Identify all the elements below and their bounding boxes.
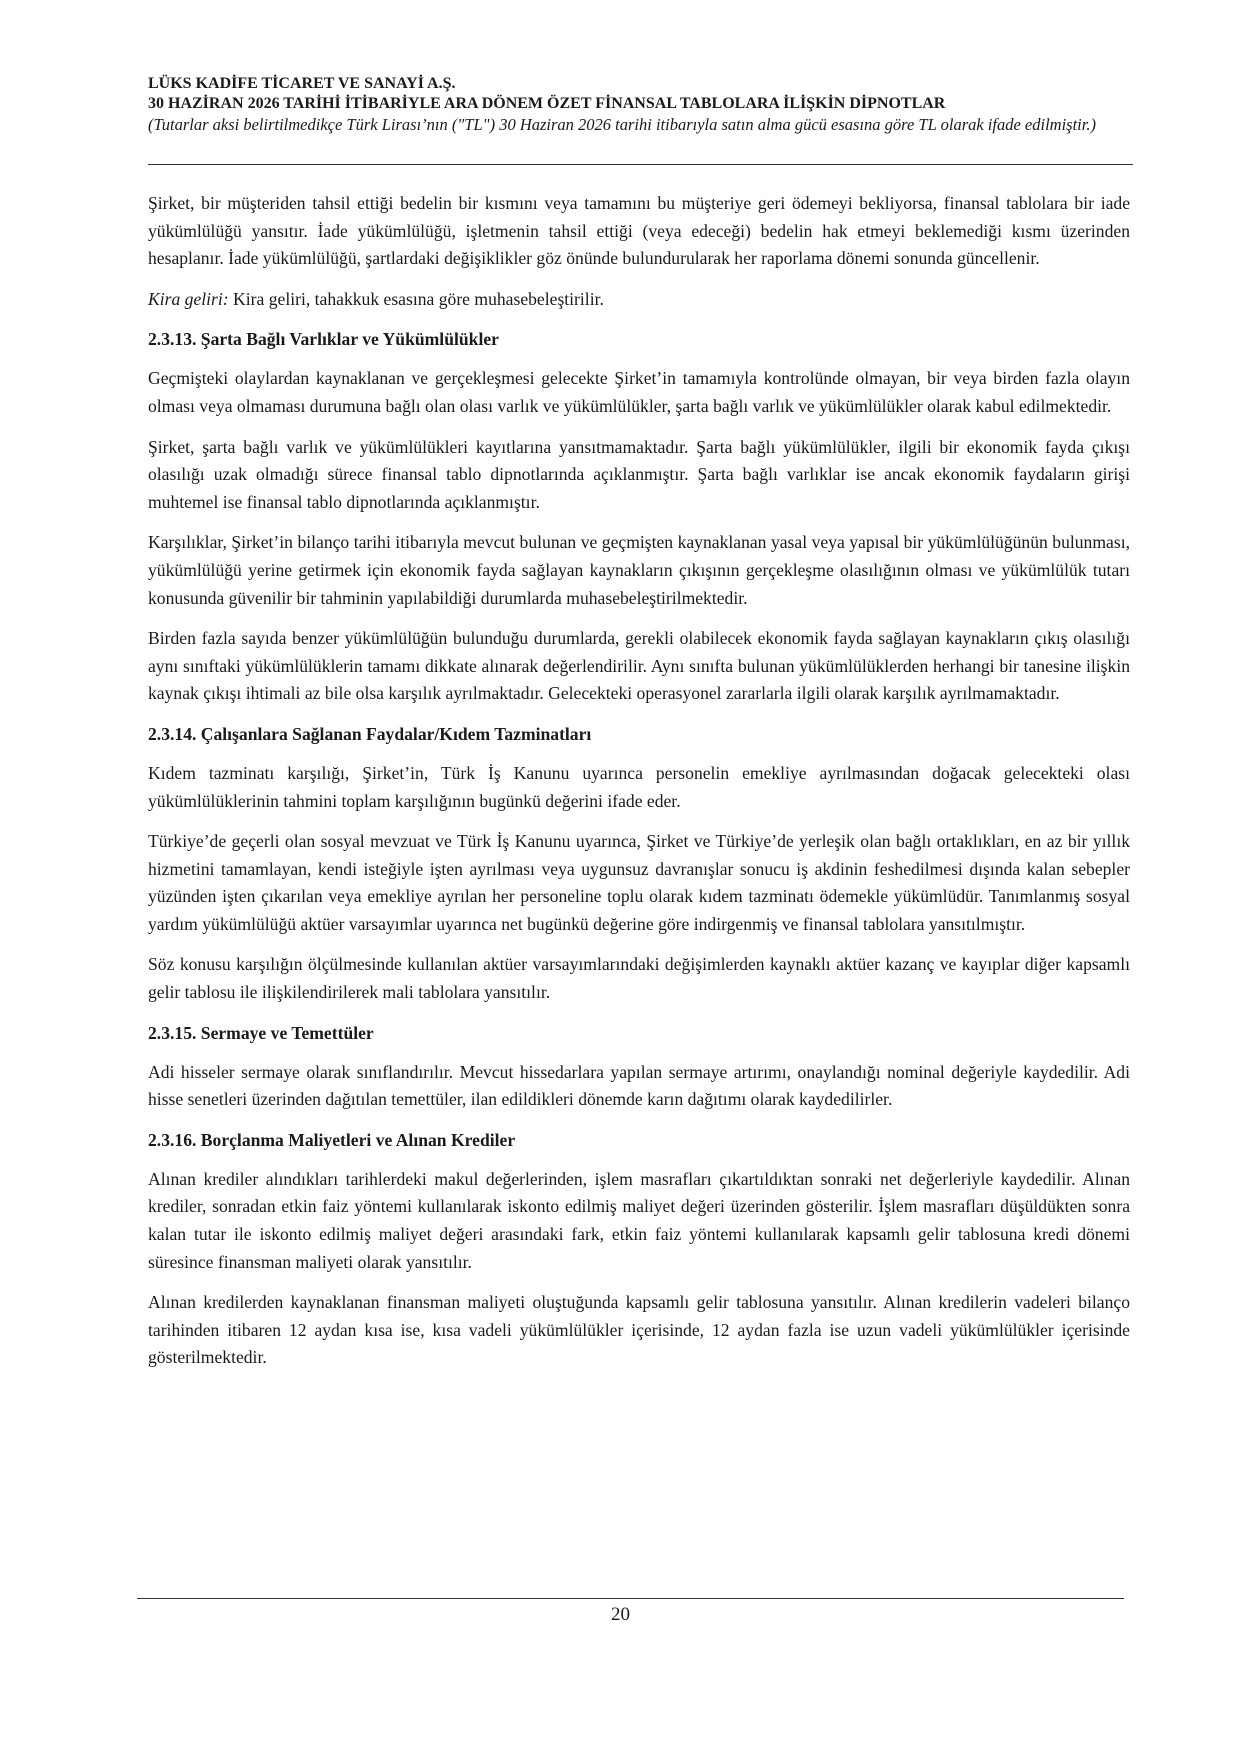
- kira-label: Kira geliri:: [148, 288, 229, 309]
- paragraph-2-3-14-2: Türkiye’de geçerli olan sosyal mevzuat ve Türk İş Kanunu uyarınca, Şirket ve Türkiye’de yerleşik olan bağlı ortaklıkları, en az bir yıllık hizmetini tamamlayan, kendi isteğiyle işten ayrılması veya uygunsuz davranışlar sonucu iş akdinin feshedilmesi dışında kalan sebepler yüzünden işten çıkarılan veya emekliye ayrılan her personeline toplu olarak kıdem tazminatı ödemekle yükümlüdür. Tanımlanmış sosyal yardım yükümlülüğü aktüer varsayımlar uyarınca net bugünkü değerine göre indirgenmiş ve finansal tablolara yansıtılmıştır.: [148, 831, 1130, 934]
- document-subtitle: (Tutarlar aksi belirtilmedikçe Türk Lirası’nın ("TL") 30 Haziran 2026 tarihi itibarıyla satın alma gücü esasına göre TL olarak ifade edilmiştir.): [148, 115, 1096, 134]
- page-header: [148, 74, 1133, 136]
- paragraph-2-3-14-1: Kıdem tazminatı karşılığı, Şirket’in, Türk İş Kanunu uyarınca personelin emekliye ayrılmasından doğacak gelecekteki olası yükümlülüklerinin tahmini toplam karşılığının bugünkü değerini ifade eder.: [148, 762, 1130, 811]
- page-number: 20: [611, 1604, 630, 1625]
- paragraph-kira: [148, 286, 1130, 314]
- paragraph-2-3-13-2: Şirket, şarta bağlı varlık ve yükümlülükleri kayıtlarına yansıtmamaktadır. Şarta bağlı yükümlülükler, ilgili bir ekonomik fayda çıkışı olasılığı uzak olmadığı sürece finansal tablo dipnotlarında açıklanmıştır. Şarta bağlı varlıklar ise ancak ekonomik faydaların girişi muhtemel ise finansal tablo dipnotlarında açıklanmıştır.: [148, 436, 1130, 512]
- footer-divider: [137, 1598, 1124, 1599]
- page-body: [148, 190, 1130, 1385]
- paragraph-2-3-15-1: Adi hisseler sermaye olarak sınıflandırılır. Mevcut hissedarlara yapılan sermaye artırımı, onaylandığı nominal değeriyle kaydedilir. Adi hisse senetleri üzerinden dağıtılan temettüler, ilan edildikleri dönemde karın dağıtımı olarak kaydedilirler.: [148, 1061, 1130, 1110]
- kira-text: Kira geliri, tahakkuk esasına göre muhasebeleştirilir.: [228, 288, 604, 309]
- section-heading-2-3-13: 2.3.13. Şarta Bağlı Varlıklar ve Yükümlülükler: [148, 329, 499, 350]
- section-heading-2-3-14: 2.3.14. Çalışanlara Sağlanan Faydalar/Kıdem Tazminatları: [148, 723, 592, 744]
- company-name: LÜKS KADİFE TİCARET VE SANAYİ A.Ş.: [148, 75, 456, 92]
- document-title: 30 HAZİRAN 2026 TARİHİ İTİBARİYLE ARA DÖNEM ÖZET FİNANSAL TABLOLARA İLİŞKİN DİPNOTLAR: [148, 95, 946, 112]
- paragraph-2-3-16-1: Alınan krediler alındıkları tarihlerdeki makul değerlerinden, işlem masrafları çıkartıldıktan sonraki net değerleriyle kaydedilir. Alınan krediler, sonradan etkin faiz yöntemi kullanılarak iskonto edilmiş maliyet değeri üzerinden gösterilir. İşlem masrafları düşüldükten sonra kalan tutar ile iskonto edilmiş maliyet değeri arasındaki fark, etkin faiz yöntemi kullanılarak kapsamlı gelir tablosuna kredi dönemi süresince finansman maliyeti olarak yansıtılır.: [148, 1168, 1130, 1272]
- paragraph-2-3-13-4: Birden fazla sayıda benzer yükümlülüğün bulunduğu durumlarda, gerekli olabilecek ekonomik fayda sağlayan kaynakların çıkış olasılığı aynı sınıftaki yükümlülüklerin tamamı dikkate alınarak değerlendirilir. Aynı sınıfta bulunan yükümlülüklerden herhangi bir tanesine ilişkin kaynak çıkışı ihtimali az bile olsa karşılık ayrılmaktadır. Gelecekteki operasyonel zararlarla ilgili olarak karşılık ayrılmamaktadır.: [148, 628, 1130, 704]
- paragraph-2-3-16-2: Alınan kredilerden kaynaklanan finansman maliyeti oluştuğunda kapsamlı gelir tablosuna yansıtılır. Alınan kredilerin vadeleri bilanço tarihinden itibaren 12 aydan kısa ise, kısa vadeli yükümlülükler içerisinde, 12 aydan fazla ise uzun vadeli yükümlülükler içerisinde gösterilmektedir.: [148, 1292, 1130, 1368]
- paragraph-2-3-14-3: Söz konusu karşılığın ölçülmesinde kullanılan aktüer varsayımlarındaki değişimlerden kaynaklı aktüer kazanç ve kayıplar diğer kapsamlı gelir tablosu ile ilişkilendirilerek mali tablolara yansıtılır.: [148, 954, 1130, 1003]
- header-divider: [148, 164, 1133, 165]
- paragraph-2-3-13-3: Karşılıklar, Şirket’in bilanço tarihi itibarıyla mevcut bulunan ve geçmişten kaynaklanan yasal veya yapısal bir yükümlülüğünün bulunması, yükümlülüğü yerine getirmek için ekonomik fayda sağlayan kaynakların çıkışının gerçekleşme olasılığının olması ve yükümlülük tutarı konusunda güvenilir bir tahminin yapılabildiği durumlarda muhasebeleştirilmektedir.: [148, 532, 1130, 608]
- section-heading-2-3-15: 2.3.15. Sermaye ve Temettüler: [148, 1022, 374, 1043]
- paragraph-2-3-13-1: Geçmişteki olaylardan kaynaklanan ve gerçekleşmesi gelecekte Şirket’in tamamıyla kontrolünde olmayan, bir veya birden fazla olayın olması veya olmaması durumuna bağlı olan olası varlık ve yükümlülükler, şarta bağlı varlık ve yükümlülükler olarak kabul edilmektedir.: [148, 368, 1130, 416]
- section-heading-2-3-16: 2.3.16. Borçlanma Maliyetleri ve Alınan Krediler: [148, 1129, 516, 1150]
- paragraph-iade: Şirket, bir müşteriden tahsil ettiği bedelin bir kısmını veya tamamını bu müşteriye geri ödemeyi bekliyorsa, finansal tablolara bir iade yükümlülüğü yansıtır. İade yükümlülüğü, işletmenin tahsil ettiği (veya edeceği) bedelin hak etmeyi beklemediği kısmı üzerinden hesaplanır. İade yükümlülüğü, şartlardaki değişiklikler göz önünde bulundurularak her raporlama dönemi sonunda güncellenir.: [148, 193, 1130, 269]
